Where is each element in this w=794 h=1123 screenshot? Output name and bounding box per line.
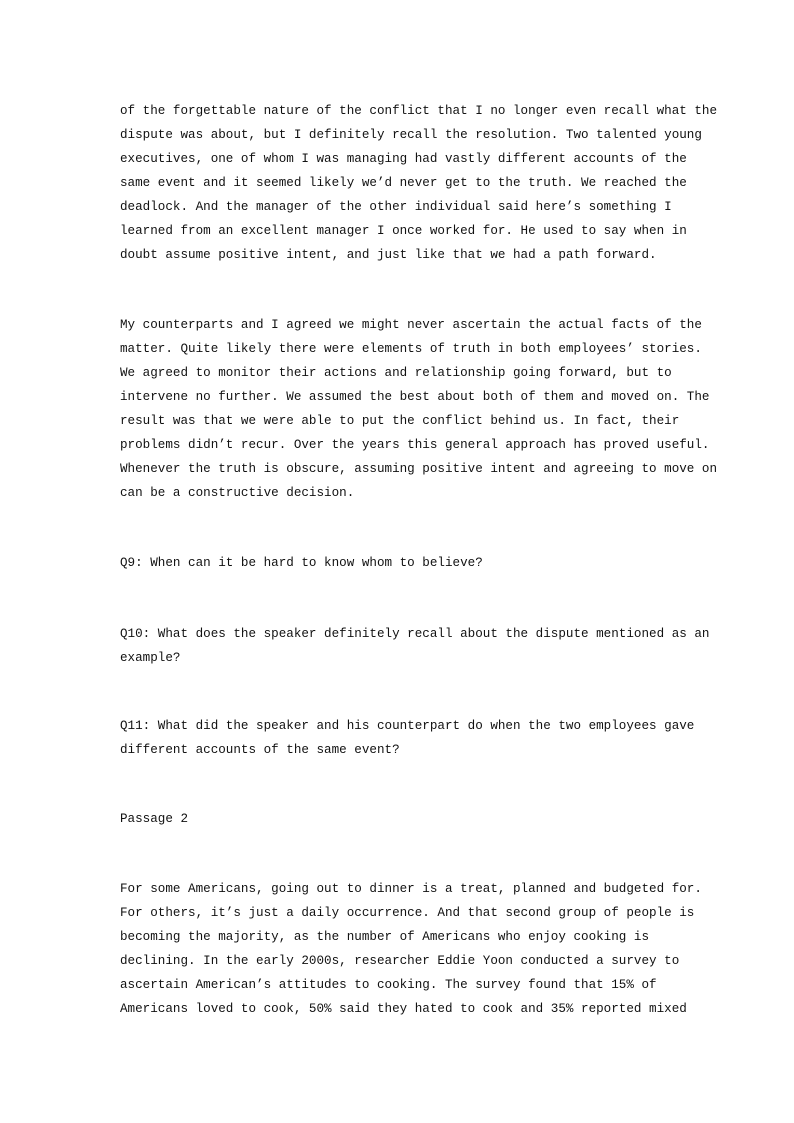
text-line: of the forgettable nature of the conflict that I no longer even recall what the: [120, 104, 718, 118]
heading-text: Passage 2: [120, 812, 189, 826]
paragraph-3: [120, 877, 702, 1021]
text-line: matter. Quite likely there were elements of truth in both employees’ stories.: [120, 342, 702, 356]
text-line: intervene no further. We assumed the best about both of them and moved on. The: [120, 390, 710, 404]
text-line: example?: [120, 651, 181, 665]
text-line: problems didn’t recur. Over the years this general approach has proved useful.: [120, 438, 710, 452]
paragraph-1: [120, 99, 717, 267]
text-line: can be a constructive decision.: [120, 486, 355, 500]
text-line: result was that we were able to put the conflict behind us. In fact, their: [120, 414, 680, 428]
paragraph-2: [120, 313, 717, 505]
text-line: For some Americans, going out to dinner is a treat, planned and budgeted for.: [120, 882, 702, 896]
text-line: executives, one of whom I was managing had vastly different accounts of the: [120, 152, 687, 166]
text-line: Q10: What does the speaker definitely recall about the dispute mentioned as an: [120, 627, 710, 641]
text-line: ascertain American’s attitudes to cooking. The survey found that 15% of: [120, 978, 657, 992]
text-line: My counterparts and I agreed we might never ascertain the actual facts of the: [120, 318, 702, 332]
text-line: becoming the majority, as the number of Americans who enjoy cooking is: [120, 930, 650, 944]
text-line: same event and it seemed likely we’d never get to the truth. We reached the: [120, 176, 687, 190]
text-line: doubt assume positive intent, and just like that we had a path forward.: [120, 248, 657, 262]
text-line: Q11: What did the speaker and his counterpart do when the two employees gave: [120, 719, 695, 733]
text-line: Americans loved to cook, 50% said they hated to cook and 35% reported mixed: [120, 1002, 687, 1016]
question-11: [120, 714, 694, 762]
text-line: different accounts of the same event?: [120, 743, 400, 757]
question-9: [120, 551, 483, 575]
text-line: For others, it’s just a daily occurrence. And that second group of people is: [120, 906, 695, 920]
text-line: declining. In the early 2000s, researcher Eddie Yoon conducted a survey to: [120, 954, 680, 968]
text-line: deadlock. And the manager of the other individual said here’s something I: [120, 200, 672, 214]
text-line: dispute was about, but I definitely recall the resolution. Two talented young: [120, 128, 702, 142]
question-10: [120, 622, 709, 670]
passage-2-heading: [120, 807, 188, 831]
text-line: Whenever the truth is obscure, assuming positive intent and agreeing to move on: [120, 462, 718, 476]
text-line: Q9: When can it be hard to know whom to believe?: [120, 556, 483, 570]
text-line: We agreed to monitor their actions and relationship going forward, but to: [120, 366, 672, 380]
text-line: learned from an excellent manager I once worked for. He used to say when in: [120, 224, 687, 238]
